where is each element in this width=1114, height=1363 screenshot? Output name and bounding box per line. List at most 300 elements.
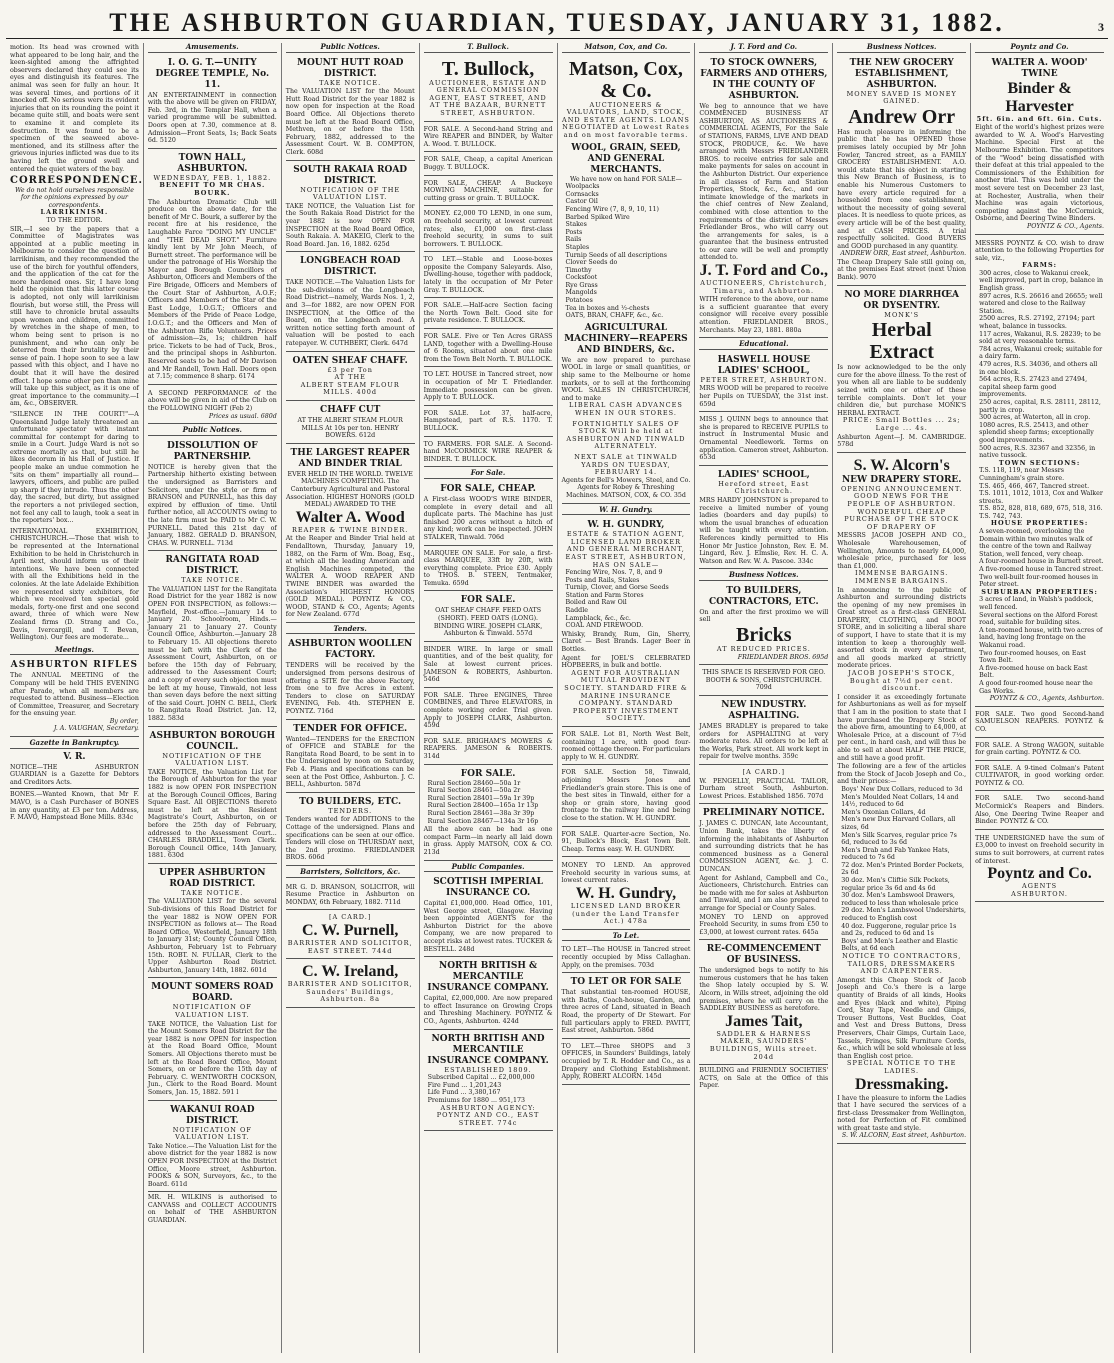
column-2 [144, 43, 282, 1353]
pengelly-ad [699, 767, 828, 804]
poyntz-money: THE UNDERSIGNED have the sum of £3,000 to invest on freehold security in sums to suit borrowers, at current rates of interest. [975, 834, 1104, 865]
matson-item: Clover Seeds do [565, 259, 618, 267]
oaten-sheaf-at: AT THE [334, 373, 366, 382]
column-1 [6, 43, 144, 1353]
insurance-fund-item: Subscribed Capital ... £2,000,000 [427, 1074, 535, 1082]
suburban-item: 3 acres of land, in Walsh's paddock, well fenced. [979, 596, 1094, 611]
mount-somers-ad [148, 980, 277, 1100]
ladies-school-ad [699, 468, 828, 570]
mount-hutt-title: MOUNT HUTT ROAD DISTRICT. [297, 57, 404, 79]
dissolution-title: DISSOLUTION OF PARTNERSHIP. [166, 440, 258, 462]
orr-title: Andrew Orr [848, 105, 956, 128]
column-3 [282, 43, 420, 1353]
south-rakaia-title: SOUTH RAKAIA ROAD DISTRICT. [293, 164, 408, 186]
rangitata-sub: TAKE NOTICE. [181, 576, 244, 585]
gundry-quarter: FOR SALE. Quarter-acre Section, No. 91, Bullock's Block, East Town Belt. Cheap. Terms easy. W. H. GUNDRY. [562, 829, 691, 858]
cheap-binder-title: FOR SALE, CHEAP. [440, 483, 536, 494]
binder-sizes: 5ft. 6in. and 6ft. 6in. Cuts. [976, 114, 1103, 123]
town-hall-body: The Ashburton Dramatic Club will produce on the above date, for the benefit of Mr C. Bourk, a sufferer by the recent fire at his residence, the Laughable Farce "DOING MY UNCLE" and "THE DEAD SHOT." Furniture kindly lent by Mr John Meech, of Burnett street. The performance will be under the patronage of His Worship the Mayor and Borough Councillors of Ashburton, Officers and Members of the Fire Brigade, Officers and Members of the Court Star of Ashburton, A.O.F.; Officers and Members of the Star of the East Lodge, I.O.G.T.; Officers and Members of the Pride of Peace Lodge, I.O.G.T.; and the Officers and Men of the Ashburton Rifle Volunteers. Prices of admission—2s, 1s; children half price. Tickets to be had of Tuck, Bros., and the principal shops in Ashburton. Reserved seats to be had of Mr Davison and Mr Randell, Town Hall. Doors open at 7.15; commence 8 sharp. 6174 [147, 198, 277, 381]
alcorn-price-item: 30 doz. Men's Lambswool Drawers, reduced to less than wholesale price [841, 892, 959, 907]
orr-ad [837, 56, 966, 286]
alcorn-immense: IMMENSE BARGAINS. IMMENSE BARGAINS. [855, 569, 949, 585]
poyntz-forsale-2: FOR SALE. A Strong WAGON, suitable for grain carting. POYNTZ & CO. [975, 740, 1104, 761]
preliminary-money: MONEY TO LEND on approved Freehold Security, in sums from £50 to £3,000, at lowest current rates. 645a [699, 913, 829, 936]
wakanui-ad [148, 1103, 277, 1193]
business-notices-heading: Business Notices. [699, 571, 828, 581]
rural-section-item: Rural Section 28467—134a 3r 16p [427, 817, 539, 825]
poyntz-forsale-1: FOR SALE. Two good Second-hand SAMUELSON REAPERS. POYNTZ & CO. [975, 709, 1104, 738]
farm-item: 2500 acres, R.S. 27192, 27194; part wheat, balance in tussocks. [979, 315, 1095, 331]
alcorn-price-item: Men's Drab and Fab Yankee Hats, reduced to 7s 6d [841, 846, 950, 862]
pengelly-body: W. PENGELLY, PRACTICAL TAILOR, Durham street South, Ashburton. Lowest Prices. Established 1856. 707d [699, 777, 829, 800]
column-7 [833, 43, 971, 1353]
purnell-card: [A CARD.] [328, 913, 372, 922]
ireland-title: C. W. Ireland, [302, 963, 399, 981]
gundry-item: Boiled and Raw Oil [565, 599, 627, 607]
branson-ad [286, 881, 415, 911]
bricks-ad [699, 584, 828, 665]
farm-item: 500 acres, R.S. 32367 and 32356, in native tussock. [979, 444, 1096, 460]
house-item: A four-roomed house in Burnett street. [979, 558, 1104, 566]
builders-body: Tenders wanted for ADDITIONS to the Cottage of the undersigned. Plans and specifications can be seen at our office. Tenders will close on THURSDAY next, the 2nd proximo. FRIEDLANDER BROS. 606d [285, 816, 415, 862]
alcorn-goodnews: GOOD NEWS FOR THE PEOPLE OF ASHBURTON. [847, 492, 957, 508]
gundry-broker-title: W. H. Gundry, [575, 885, 677, 903]
gundry-money: MONEY TO LEND. An approved Freehold security in various sums, at lowest current rates. [561, 862, 691, 885]
woollen-factory-ad [286, 637, 415, 719]
iogt-ad [148, 56, 277, 149]
wood-binder-ad [975, 56, 1104, 235]
grocery-title: THE NEW GROCERY ESTABLISHMENT, ASHBURTON. [849, 57, 954, 90]
alcorn-amongst: Amongst this Cheap Stock of Jacob Joseph and Co.'s there is a large quantity of Braids of all kinds, Hooks and Eyes (black and white), Piping Cord, Stay Tape, Needle and Gimps, Trouser Buttons, Vest Buckles, Coat and Vest and Dress Buttons, Dress Preservers, Chair Gimps, Curtain Lace, Tassels, Fringes, Silk Furniture Cords, &c., which will be sold wholesale at less than English cost price. [837, 976, 967, 1060]
oat-chaff-title: FOR SALE. [460, 595, 516, 606]
haswell-ad [699, 353, 828, 412]
alcorn-price-item: Men's Oxonian Collars, 4d [841, 808, 926, 816]
upper-ashburton-body: The VALUATION LIST for the several Sub-divisions of this Road District for the year 1882 is NOW OPEN FOR INSPECTION as follows at— The Road Board Office, Westerfield, January 18th to January 31st; County Council Office, Ashburton, February 1st to February 15th. ROBT. N. FULLAR, Clerk to the Upper Ashburton Road District. Ashburton, January 14th, 1882. 601d [147, 898, 277, 974]
largest-trial-title: THE LARGEST REAPER AND BINDER TRIAL [290, 447, 410, 469]
ladies-school-body: MRS HARDY JOHNSTON is prepared to receive a limited number of young ladies (boarders and day pupils) to whom the usual branches of education will be taught with every attention. References kindly permitted to His Honor Mr Justice Johnston, Rev. E. M. Lingard, Rev. J. Elmslie, Rev. H. C. A. Watson and Rev. W. A. Pascoe. 334c [699, 496, 829, 565]
gazette-heading: Gazette in Bankruptcy. [10, 739, 139, 749]
alcorn-ad [837, 455, 966, 1144]
longbeach-title: LONGBEACH ROAD DISTRICT. [299, 256, 401, 278]
matson-item: Posts [565, 228, 583, 236]
branson-body: MR G. D. BRANSON, SOLICITOR, will Resume Practice in Ashburton on MONDAY, 6th February, 1882. 711d [285, 883, 415, 906]
farm-item: 300 acres, at Waterton, all in crop. [979, 414, 1091, 422]
quinn-ad: MISS J. QUINN begs to announce that she is prepared to RECEIVE PUPILS to instruct in Instrumental Music and Ornamental Needlework. Terms on application. Cameron street, Ashburton. 653d [699, 414, 828, 466]
bullock-forsale-1: FOR SALE. A Second-hand String and Wire REAPER and BINDER, by Walter A. Wood. T. BULLOCK. [424, 124, 553, 153]
asphalting-body: JAMES BRADLEY is prepared to take orders for ASPHALTING at very moderate rates. All orders to be left at the Works, Park street. All work kept in repair for twelve months. 359c [699, 723, 829, 761]
dressmaking-body: I have the pleasure to inform the Ladies that I have secured the services of a first-class Dressmaker from Wellington, noted for Perfection of Fit combined with great taste and style. [837, 1094, 967, 1132]
bullock-sub: AUCTIONEER, ESTATE AND GENERAL COMMISSION AGENT, EAST STREET, AND AT THE BAZAAR, BURNETT STREET, ASHBURTON. [429, 78, 547, 117]
mount-somers-body: TAKE NOTICE, the Valuation List for the Mount Somers Road District for the year 1882 is now OPEN for inspection at the Road Board Office, Mount Somers. All Objections thereto must be left at the Road Board Office, Mount Somers, on or before the 15th day of February. C. WENTWORTH COCKSON, Jun., Clerk to the Road Board. Mount Somers, Jan. 15, 1882. 591 l [147, 1020, 277, 1096]
alcorn-wonderful: WONDERFUL CHEAP PURCHASE OF THE STOCK OF DRAPERY OF [844, 507, 960, 531]
woollen-factory-title: ASHBURTON WOOLLEN FACTORY. [288, 639, 413, 661]
ireland-sub: BARRISTER AND SOLICITOR, Saunders' Buildings, Ashburton. 8a [287, 980, 413, 1004]
asphalting-title: NEW INDUSTRY. ASPHALTING. [721, 700, 807, 722]
tender-office-body: Wanted—TENDERS for the ERECTION of OFFICE and STABLE for the Rangitata Road Board, to be sent in to the Undersigned by noon on Saturday, Feb 4. Plans and specifications can be seen at the Post Office, Ashburton. J. C. BELL, Ashburton. 587d [285, 735, 415, 789]
ireland-ad [286, 961, 415, 1008]
rifles-signature: J. A. VAUGHAN, Secretary. [53, 725, 139, 733]
wood-reaper-ad [286, 446, 415, 623]
reserved-space: THIS SPACE IS RESERVED FOR GEO. BOOTH & SONS, CHRISTCHURCH. 709d [699, 667, 828, 696]
haswell-sub: PETER STREET, ASHBURTON. [700, 375, 828, 384]
rural-sections-list [424, 780, 553, 826]
letter-title: LARRIKINISM. [40, 209, 109, 217]
bullock-forsale-5: FOR SALE. Five or Ten Acres GRASS LAND, together with a Dwelling-House of 6 Rooms, situated about one mile from the Town Belt North. T. BULLOCK. [424, 331, 553, 367]
silence-article: "SILENCE IN THE COURT!"—A Queensland Judge lately threatened an unfortunate spectator with instant committal for contempt for daring to smile in a Court. Judge Ward is not so extreme mortally as that, but still he likes decorum in his Hall of Justice. If people make an undue commotion he "sits on them" impartially all round—lawyers, officers, and public are pulled up sharp if they intrude. Thus the other day, the sacred, but dirty, but assigned the reporters a not privileged section, not feel any call to laugh, took a seat in the reporters' box... [10, 410, 139, 525]
alcorn-list-intro: The following are a few of the articles from the Stock of Jacob Joseph and Co., and their prices:— [837, 763, 967, 786]
tolet-tancred: TO LET—The HOUSE in Tancred street recently occupied by Miss Callaghan. Apply, on the premises. 703d [562, 944, 691, 973]
gundry-money-ad [562, 859, 691, 930]
ford-title: J. T. Ford and Co., [699, 262, 828, 280]
tolet-shops: TO LET.—Three SHOPS and 3 OFFICES, in Saunders' Buildings, lately occupied by T. R. Hodder and Co., as a Drapery and Clothing Establishment. Apply, ROBERT ALCORN. 145d [562, 1041, 691, 1085]
gundry-agent: Agent for JOEL'S CELEBRATED HOPBEERS, in bulk and bottle. [561, 654, 691, 670]
matson-agri: AGRICULTURAL MACHINERY—REAPERS AND BINDERS, &c. [564, 322, 688, 355]
gundry-item: Fencing Wire, Nos. 7, 8, and 9 [565, 569, 663, 577]
bullock-heading: T. Bullock. [424, 43, 553, 53]
column-8 [971, 43, 1108, 1353]
north-british-2-ad [424, 1032, 553, 1132]
matson-item: Mangolds [565, 289, 597, 297]
alcorn-price-item: 29 doz. Men's Lambswool Undershirts, reduced to English cost [841, 907, 966, 923]
bullock-tolet-1: TO LET.—Stable and Loose-boxes opposite the Company Saleyards. Also, Dwelling-house, together with paddock, lately in the occupation of Mr Peter Gray. T. BULLOCK. [424, 254, 553, 298]
town-section-item: T.S. 118, 119, near Messrs Cunningham's grain store. [979, 467, 1065, 482]
matson-item: Turnip Seeds of all descriptions [565, 251, 667, 259]
walter-wood-body: At the Reaper and Binder Trial held at Fendalltown, Thursday, January 19, 1882, on the Farm of Wm. Boag, Esq., at which all the leading American and English Machines competed, the WALTER A. WOOD REAPER AND TWINE BINDER was awarded the Association's HIGHEST HONORS (GOLD MEDAL). POYNTZ & CO., WOOD, STAND & CO., Agents; Agents for New Zealand. 677d [285, 535, 415, 619]
mount-somers-title: MOUNT SOMERS ROAD BOARD. [151, 982, 274, 1004]
matson-item: Staples [565, 243, 590, 251]
walter-wood-title: Walter A. Wood [295, 508, 405, 526]
house-item: A five-roomed house in Tancred street. [979, 566, 1104, 574]
recommencement-ad [699, 942, 828, 1065]
bones-notice: BONES.—Wanted Known, that Mr F. MAVO, is a Cash Purchaser of BONES in any quantity, at £3 per ton. Address, F. MAVO, Hampstead Bone Mills. 834c [10, 791, 139, 822]
grocery-sub: MONEY SAVED IS MONEY GAINED. [846, 89, 957, 106]
building-acts-notice: BUILDING and FRIENDLY SOCIETIES' ACTS, on Sale at the Office of this Paper. [699, 1067, 829, 1090]
upper-ashburton-sub: TAKE NOTICE. [181, 888, 244, 897]
matson-heading: Matson, Cox, and Co. [562, 43, 691, 53]
purnell-ad [286, 912, 415, 959]
rural-sections-title: FOR SALE. [460, 768, 516, 779]
tender-office-ad [286, 722, 415, 793]
rural-section-item: Rural Section 28460—50a 1r [427, 779, 521, 787]
matson-next: NEXT SALE at TINWALD YARDS ON TUESDAY, FEBRUARY 14. [574, 452, 678, 477]
ladies-school-sub: Hereford street, East Christchurch. [718, 479, 810, 496]
town-section-item: T.S. 465, 466, 467, Tancred street. [979, 482, 1090, 490]
rifles-ad [10, 658, 139, 737]
farm-item: 250 acres, capital, R.S. 28111, 28112, partly in crop. [979, 398, 1101, 414]
insurance-fund-item: Fire Fund ... 1,201,243 [427, 1081, 502, 1089]
canvass-notice: MR. H. WILKINS is authorised to CANVASS and COLLECT ACCOUNTS on behalf of THE ASHBURTON GUARDIAN. [147, 1194, 277, 1225]
bullock-farmers: TO FARMERS. FOR SALE. A Second-hand McCORMICK WIRE REAPER & BINDER. T. BULLOCK. [424, 439, 553, 468]
gundry-lot: FOR SALE. Lot 81, North West Belt, containing 1 acre, with good four-roomed cottage thereon. For particulars apply to W. H. GUNDRY. [562, 729, 691, 765]
longbeach-ad [286, 254, 415, 351]
town-section-item: T.S. 1011, 1012, 1013, Cox and Walker streets. [979, 490, 1103, 505]
matson-title: Matson, Cox, & Co. [568, 57, 683, 102]
tolet-beach-title: TO LET OR FOR SALE [570, 977, 682, 988]
tenders-heading: Tenders. [286, 625, 415, 635]
gundry-item: Station and Farm Stores [565, 591, 644, 599]
gundry-item: COAL AND FIREWOOD. [565, 622, 644, 630]
matson-item: Cocksfoot [565, 274, 598, 282]
matson-wool: WOOL, GRAIN, SEED, AND GENERAL MERCHANTS. [571, 142, 681, 175]
oaten-sheaf-price: £3 per Ton [327, 365, 373, 374]
haswell-title: HASWELL HOUSE LADIES' SCHOOL, [717, 354, 810, 376]
page-number: 3 [1098, 20, 1104, 34]
bullock-forsale-3: FOR SALE, CHEAP. A Buckeye MOWING MACHINE, suitable for cutting grass or grain. T. BULLOCK. [424, 178, 553, 207]
binder-body: Eight of the world's highest prizes were awarded to W. A. Wood's Harvesting Machine. Special First at the Melbourne Exhibition. The competitors of the "Wood" being dissatisfied with their defeat at this trial appealed to the Commissioners of the Exhibition for another trial. This was held under the most severe test on December 23 last, at Rochester, Australia, when their Machine was again victorious, competing against the McCormick, Osborne, and Deering Twine Binders. [975, 124, 1104, 223]
binder-harvester-title: Binder & Harvester [1005, 79, 1074, 115]
woollen-factory-body: TENDERS will be received by the undersigned from persons desirous of offering a SITE for the above Factory, from one to five Acres in extent. Tenders to close on SATURDAY EVENING, Feb. 4th. STEPHEN E. POYNTZ. 716d [285, 662, 415, 716]
iogt-body: AN ENTERTAINMENT in connection with the above will be given on FRIDAY, Feb. 3rd, in the Templar Hall, when a varied programme will be submitted. Doors open at 7.30, commence at 8. Admission—Front Seats, 1s; Back Seats 6d. 5120 [147, 91, 277, 145]
letter-to: TO THE EDITOR. [46, 217, 103, 225]
alcorn-price-item: 30 doz. Men's Cliftie Silk Pockets, regular price 3s 6d and 4s 6d [841, 877, 950, 892]
walter-wood-sub: REAPER & TWINE BINDER. [292, 525, 409, 534]
house-properties-heading: HOUSE PROPERTIES: [990, 519, 1089, 528]
herbal-agent: Ashburton Agent—J. M. CAMBRIDGE. 578d [837, 433, 967, 449]
alcorn-price-item: Men's Silk Scarves, regular price 7s 6d, reduced to 3s 6d [841, 831, 957, 847]
wakanui-title: WAKANUI ROAD DISTRICT. [170, 1104, 255, 1126]
upper-ashburton-ad [148, 866, 277, 979]
wood-twine-title: WALTER A. WOOD' TWINE [991, 57, 1088, 79]
matson-sub: AUCTIONEERS & VALUATORS, LAND, STOCK, AND ESTATE AGENTS. LOANS NEGOTIATED at Lowest Rates and on most favorable terms. [562, 100, 690, 139]
matson-item: Fencing Wire (7, 8, 9, 10, 11) [565, 205, 660, 213]
tolet-beach-ad [562, 975, 691, 1039]
alcorn-price-item: 72 doz. Men's Printed Border Pockets, 2s 6d [841, 861, 965, 877]
second-performance-title: A SECOND PERFORMANCE of the above will be given in aid of the Club on the FOLLOWING NIGHT (Feb 2) [147, 389, 277, 412]
gundry-heading: W. H. Gundry. [562, 506, 691, 516]
mount-hutt-sub: TAKE NOTICE. [319, 78, 382, 87]
town-hall-benefit: BENEFIT TO MR CHAS. BOURK. [159, 181, 266, 197]
chaff-cut-title: CHAFF CUT [320, 405, 381, 415]
public-companies-heading: Public Companies. [424, 863, 553, 873]
alcorn-body: In announcing to the public of Ashburton and surrounding districts the opening of my new premises in Great street as a first-class GENERAL DRAPERY, CLOTHING, and BOOT STORE, and in soliciting a liberal share of support, I have to state that it is my intention to keep a thoroughly well-assorted stock in every department, and all goods marked at strictly moderate prices. [837, 586, 967, 670]
pengelly-card: [A CARD.] [742, 768, 786, 776]
bullock-tolet-2: TO LET. HOUSE in Tancred street, now in occupation of Mr T. Friedlander. Immediate possession can be given. Apply to T. BULLOCK. [424, 369, 553, 405]
gundry-item: Posts and Rails, Stakes [565, 576, 640, 584]
town-section-item: T.S. 852, 828, 818, 689, 675, 518, 316. [979, 505, 1103, 513]
farm-item: 564 acres, R.S. 27423 and 27494, capital sheep farm good improvements. [979, 376, 1088, 399]
matson-ad [562, 56, 691, 504]
stock-owners-ad [699, 56, 828, 339]
herbal-title: Herbal Extract [869, 319, 934, 364]
matson-agents: Agents for Bell's Mowers, Steel, and Co. [561, 476, 691, 484]
north-british-2-est: ESTABLISHED 1809. [444, 1065, 532, 1074]
alcorn-notice-tr: NOTICE TO CONTRACTORS, TAILORS, DRESSMAKERS AND CARPENTERS. [842, 952, 962, 976]
oaten-sheaf-mill: ALBERT STEAM FLOUR MILLS. 400d [300, 380, 400, 397]
matson-item: Rye Grass [565, 281, 598, 289]
matson-liberal: LIBERAL CASH ADVANCES WHEN IN OUR STORES. [569, 401, 683, 417]
tait-sub: SADDLER & HARNESS MAKER, SAUNDERS' BUILDINGS, Wills street. 204d [709, 1029, 818, 1061]
poyntz-signature: POYNTZ & CO., Agents, Ashburton. [989, 695, 1104, 703]
tender-office-title: TENDER FOR OFFICE. [293, 723, 408, 734]
gundry-sub: ESTATE & STATION AGENT, LICENSED LAND BROKER AND GENERAL MERCHANT, EAST STREET, ASHBURTON, HAS ON SALE— [565, 530, 687, 569]
rural-sections-body: All the above can be had as one compact Farm—in nearly all laid down in grass. Apply MATSON, COX & CO. 213d [423, 826, 553, 856]
poyntz-intro: MESSRS POYNTZ & CO. wish to draw attention to the following Properties for sale, viz., [975, 239, 1104, 262]
builders-ad [286, 795, 415, 866]
rural-sections-ad [424, 767, 553, 861]
builders-sub: TENDERS. [328, 806, 373, 815]
dissolution-body: NOTICE is hereby given that the Partnership hitherto existing between the undersigned as Barristers and Solicitors, under the style or firm of BRANSON and PURNELL, has this day expired by effluxion of time. Until further notice, all ACCOUNTS owing to the late firm must be PAID to Mr C. W. PURNELL. Dated this 21st day of January, 1882. GERALD D. BRANSON, CHAS. W. PURNELL. 713d [147, 463, 277, 547]
oat-chaff-ad [424, 593, 553, 641]
bullock-forsale-4: FOR SALE.—Half-acre Section facing the North Town Belt. Good site for private residence. T. BULLOCK. [424, 300, 553, 329]
mount-hutt-ad [286, 56, 415, 161]
suburban-item: Several sections on the Alford Forest road, suitable for building sites. [979, 611, 1098, 627]
tolet-beach-body: That substantial ten-roomed HOUSE, with Baths, Coach-house, Garden, and three acres of Land, situated in Beach Road, the property of Dr Stewart. For full particulars apply to FRED. PAVITT, East street, Ashburton. 586d [561, 989, 691, 1035]
ford-body: WITH reference to the above, our name is a sufficient guarantee that every consignor will receive every possible attention. FRIEDLANDER BROS., Merchants. May 23, 1881. 880a [699, 296, 829, 334]
rifles-order: By order, [109, 717, 139, 725]
insurance-fund-item: Premiums for 1880 ... 951,173 [427, 1097, 526, 1104]
amusements-heading: Amusements. [148, 43, 277, 53]
alcorn-title: S. W. Alcorn's [853, 456, 950, 474]
north-british-title: NORTH BRITISH & MERCANTILE INSURANCE COMPANY. [427, 961, 549, 994]
north-british-2-list [424, 1074, 553, 1104]
gundry-item: Lampblack, &c., &c. [565, 614, 631, 622]
town-hall-title: TOWN HALL, ASHBURTON. [177, 152, 248, 174]
alcorn-price-item: Men's new Dux Harvard Collars, all sizes, 6d [841, 816, 956, 831]
alcorn-messrs: MESSRS JACOB JOSEPH AND CO., Wholesale Warehousemen, of Wellington, Amounts to nearly £4,000, wholesale price, purchased for less than £1,000. [837, 532, 967, 570]
to-let-heading: To Let. [562, 932, 691, 942]
south-rakaia-ad [286, 163, 415, 253]
bricks-title: Bricks [736, 624, 792, 647]
town-section-item: T.S. 742, 743. [979, 512, 1023, 520]
scottish-imperial-ad [424, 875, 553, 957]
alcorn-special: SPECIAL NOTICE TO THE LADIES. [847, 1059, 957, 1075]
town-sections-list [975, 467, 1104, 520]
alcorn-price-item: Men's Moulded Neat Collars, 14 and 14½, reduced to 6d [841, 793, 959, 809]
brigham-ad: FOR SALE. BRIGHAM'S MOWERS & REAPERS. JAMESON & ROBERTS. 314d [424, 736, 553, 765]
poyntz-forsale-4: FOR SALE. Two second-hand McCormick's Reapers and Binders. Also, One Deering Twine Reaper and Binder. POYNTZ & CO. [975, 793, 1104, 829]
columns [6, 43, 1108, 1353]
bullock-forsale-2: FOR SALE, Cheap, a capital American Buggy. T. BULLOCK. [424, 154, 553, 175]
scottish-imperial-title: SCOTTISH IMPERIAL INSURANCE CO. [433, 877, 543, 899]
upper-ashburton-title: UPPER ASHBURTON ROAD DISTRICT. [159, 867, 266, 889]
bricks-foot: FRIEDLANDER BROS. 695d [737, 653, 829, 661]
public-notices-heading-2: Public Notices. [286, 43, 415, 53]
matson-item: Rails [565, 236, 582, 244]
rifles-body: The ANNUAL MEETING of the Company will be held THIS EVENING after Parade, when all members are requested to attend. Business—Election of Committee, Treasurer, and Secretary for the ensuing year. [10, 672, 139, 718]
rural-section-item: Rural Section 28400—165a 1r 13p [427, 802, 539, 810]
alcorn-sub: NEW DRAPERY STORE. [841, 474, 962, 485]
builders-title: TO BUILDERS, ETC. [299, 796, 402, 807]
orr-body: Has much pleasure in informing the public that he has OPENED those premises lately occupied by Mr John Fowler, Tancred street, as a FAMILY GROCERY ESTABLISHMENT. A.O. would state that his object in starting this New Branch of Business, is to enable his Numerous Customers to have every article required for a household from one establishment, without the necessity of going several places. It is needless to quote prices, as every article will be of the best quality, and at CASH PRICES. A trial respectfully solicited. Good BUYERS and GOOD purchased in any quantity. [837, 128, 967, 250]
south-rakaia-body: TAKE NOTICE, the Valuation List for the South Rakaia Road District for the year 1882 is now OPEN FOR INSPECTION at the Road Board Office, South Rakaia. A. MAKEIG, Clerk to the Road Board. Jan. 16, 1882. 625d [285, 202, 415, 248]
haswell-body: MRS WOOD will be prepared to receive her Pupils on TUESDAY, the 31st inst. 659d [699, 385, 829, 408]
rifles-title: ASHBURTON RIFLES [10, 660, 139, 671]
matson-item: Barbed Spiked Wire [565, 213, 630, 221]
ladies-school-title: LADIES' SCHOOL, [717, 469, 810, 480]
poyntz-heading: Poyntz and Co. [975, 43, 1104, 53]
insurance-fund-item: Life Fund ... 3,380,167 [427, 1089, 501, 1097]
wakanui-body: Take Notice.—The Valuation List for the above district for the year 1882 is now OPEN FOR INSPECTION at the District Office, Moore street, Ashburton. FOOKS & SON, Surveyors, &c., to the Board. 611d [147, 1142, 277, 1188]
column-4 [420, 43, 558, 1353]
town-sections-heading: TOWN SECTIONS: [998, 458, 1081, 467]
borough-body: TAKE NOTICE, the Valuation List for the Borough of Ashburton for the year 1882 is now OPEN FOR INSPECTION at the Borough Council Offices, Baring Square East. All OBJECTIONS thereto must be left at the Resident Magistrate's Court, Ashburton, on or before the 25th day of February, addressed to the Assessment Court... CHARLES BRADDELL, Town Clerk. Borough Council Office, 14th January, 1881. 630d [147, 768, 277, 860]
gundry-title: W. H. GUNDRY, [587, 520, 665, 531]
bullock-money: MONEY. £2,000 TO LEND, in one sum, on freehold security, at lowest current rates; also, £1,000 on first-class freehold security, in sums to suit borrowers. T. BULLOCK. [424, 208, 553, 252]
preliminary-ad [699, 806, 828, 940]
column-6 [695, 43, 833, 1353]
house-item: A seven-roomed, overlooking the Domain within two minutes walk of the centre of the town and Railway Station, well fenced, very cheap. [979, 528, 1093, 558]
suburban-item: A good four-roomed house near the Gas Works. [979, 679, 1093, 695]
gundry-broker-sub: LICENSED LAND BROKER (under the Land Transfer Act.) 478a [570, 902, 682, 926]
correspondence-heading: CORRESPONDENCE. [10, 175, 144, 187]
second-performance-price: Prices as usual. 680d [208, 412, 277, 420]
oaten-sheaf-title: OATEN SHEAF CHAFF. [292, 355, 408, 366]
disclaimer: We do not hold ourselves responsible for the opinions expressed by our correspondents. [14, 186, 134, 209]
town-hall-date: WEDNESDAY, FEB. 1, 1882. [153, 173, 272, 182]
ford-sub: AUCTIONEERS, Christchurch, Timaru, and Ashburton. [700, 279, 828, 295]
farm-item: 117 acres, Wakanui, R.S. 28239; to be sold at very reasonable terms. [979, 330, 1101, 346]
scottish-imperial-body: Capital £1,000,000. Head Office, 101, West George street, Glasgow. Having been appointed AGENTS for the Ashburton District for the above Company, we are now prepared to accept risks at lowest rates. TUCKER & BESTELL. 248d [423, 900, 553, 953]
chaff-cut-ad [286, 403, 415, 444]
house-properties-list [975, 528, 1104, 589]
gundry-ad [562, 518, 691, 727]
for-sale-heading: For Sale. [424, 469, 553, 479]
matson-item: OATS, BRAN, CHAFF, &c., &c. [565, 312, 664, 320]
rangitata-title: RANGITATA ROAD DISTRICT. [165, 555, 260, 577]
gundry-item: Raddle [565, 607, 588, 615]
farm-item: 784 acres, Wakanui creek; suitable for a dairy farm. [979, 345, 1103, 361]
asphalting-ad [699, 698, 828, 765]
orr-signature: ANDREW ORR, East street, Ashburton. [840, 250, 967, 258]
matson-fortnightly: FORTNIGHTLY SALES OF STOCK Will be held at ASHBURTON AND TINWALD ALTERNATELY. [566, 419, 686, 451]
north-british-2-foot: ASHBURTON AGENCY: POYNTZ AND CO., EAST STREET. 774c [436, 1103, 540, 1127]
binder-signature: POYNTZ & CO., Agents. [1027, 222, 1104, 230]
letter-body: SIR,—I see by the papers that a Committee of Magistrates was appointed at a public meeting in Melbourne to consider the question of larrikinism, and they recommended the use of the birch for youthful offenders, and the application of the cat for the more hardened ones. Sir, I have long held the opinion that this latter course is adopted, not only will larrikinism flourish, but worse still, the Press will still have to chronicle brutal assaults upon women and children, committed by wretches in the shape of men, to whom being sent to prison is no punishment, and who can only be deterred from their brutality by their sense of pain. I hope soon to see a law passed with this object, and I have no doubt that it will have the desired effect. I hope some other pen than mine will take up this subject, as it is one of great importance to the community.—I am, &c., OBSERVER. [10, 225, 139, 408]
poyntz-forsale-3: FOR SALE. A 9-tined Colman's Patent CULTIVATOR, in good working order. POYNTZ & CO. [975, 763, 1104, 792]
south-rakaia-sub: NOTIFICATION OF THE VALUATION LIST. [300, 185, 401, 202]
oaten-sheaf-ad [286, 354, 415, 401]
monk-label: MONK'S [884, 310, 920, 319]
matson-item: Woolpacks [565, 183, 600, 191]
gundry-item: Turnip, Clover, and Gorse Seeds [565, 584, 669, 592]
matson-purchase: We are now prepared to purchase WOOL in large or small quantities, or ship same to the Melbourne or home markets, or to sell at the forthcoming WOOL SALES IN CHRISTCHURCH, and to make [561, 356, 691, 402]
farms-list [975, 270, 1104, 460]
engines-ad: FOR SALE. Three ENGINES, Three COMBINES, and Three ELEVATORS, in complete working order. Trial given. Apply to JOSEPH CLARK, Ashburton. 459d [424, 690, 553, 734]
gundry-items [562, 569, 691, 630]
matson-item: Stakes [565, 221, 587, 229]
cheap-binder-body: A First-class WOOD'S WIRE BINDER, complete in every detail and all duplicate parts. The Machine has just finished 200 acres without a hitch of any kind; work can be inspected. JOHN STALKER, Tinwald. 706d [423, 495, 553, 541]
herbal-ad [837, 288, 966, 453]
suburban-item: Two four-roomed houses, on East Town Belt. [979, 649, 1086, 665]
preliminary-body: J. JAMES C. DUNCAN, late Accountant, Union Bank, takes the liberty of informing the inhabitants of Ashburton and surrounding districts that he has commenced business as a General COMMISSION AGENT, &c. J. C. DUNCAN. [699, 820, 829, 873]
rural-section-item: Rural Section 28401—59a 1r 39p [427, 794, 535, 802]
masthead-title: THE ASHBURTON GUARDIAN, TUESDAY, JANUARY 31, 1882. [109, 8, 1005, 37]
farm-item: 1080 acres, R.S. 25413, and other splendid sheep farms; exceptionally good improvements. [979, 421, 1094, 444]
meetings-heading: Meetings. [10, 646, 139, 656]
farm-item: 479 acres, R.S. 34036, and others all in one block. [979, 361, 1098, 376]
suburban-item: A ten-roomed house, with two acres of land, having long frontage on the Wakanui road. [979, 626, 1103, 649]
alcorn-price-item: Boys' New Dux Collars, reduced to 3d [841, 785, 963, 793]
dissolution-ad [148, 439, 277, 552]
second-performance-ad [148, 387, 277, 424]
poyntz-agents: AGENTS [1022, 882, 1058, 891]
poyntz-foot: ASHBURTON. [1011, 889, 1068, 898]
matson-item: Cornsacks [565, 190, 599, 198]
purnell-sub: BARRISTER AND SOLICITOR, EAST STREET. 744d [287, 938, 413, 955]
masthead [6, 8, 1108, 39]
bullock-forsale-6: FOR SALE. Lot 37, half-acre, Hampstead, part of R.S. 1170. T. BULLOCK. [424, 408, 553, 437]
recommencement-title: RE-COMMENCEMENT OF BUSINESS. [706, 944, 821, 966]
borough-sub: NOTIFICATION OF THE VALUATION LIST. [162, 751, 263, 768]
orr-note: The Cheap Drapery Sale still going on, at the premises East street (next Union Bank). 9070 [837, 258, 967, 282]
rangitata-body: The VALUATION LIST for the Rangitata Road District for the year 1882 is now OPEN FOR INSPECTION, as follows:— Mayfield, Post-office.—January 14 to January 20. Schoolroom, Hinds.—January 21 to January 27. County Council Office, Ashburton.—January 28 to February 15. All objections thereto must be left with the Clerk of the Assessment Court, Ashburton, on or before the 15th day of February, addressed to the Assessment Court; and a copy of every such objection must be left at my house, Tinwald, not less than seven days before the next sitting of the said Court. JOHN C. BELL, Clerk to Rangitata Road District. Jan. 12, 1882. 583d [147, 585, 277, 722]
business-notices-heading-2: Business Notices. [837, 43, 966, 53]
alcorn-price-item: Boys' and Men's Leather and Elastic Belts, at 6d each [841, 937, 958, 953]
north-british-2-title: NORTH BRITISH AND MERCANTILE INSURANCE COMPANY. [427, 1033, 549, 1066]
gazette-notice: NOTICE—THE ASHBURTON GUARDIAN is a Gazette for Debtors and Creditors Acts. [10, 763, 139, 786]
suburban-item: A five-roomed house on back East Belt. [979, 664, 1088, 680]
dressmaking-title: Dressmaking. [854, 1075, 949, 1093]
